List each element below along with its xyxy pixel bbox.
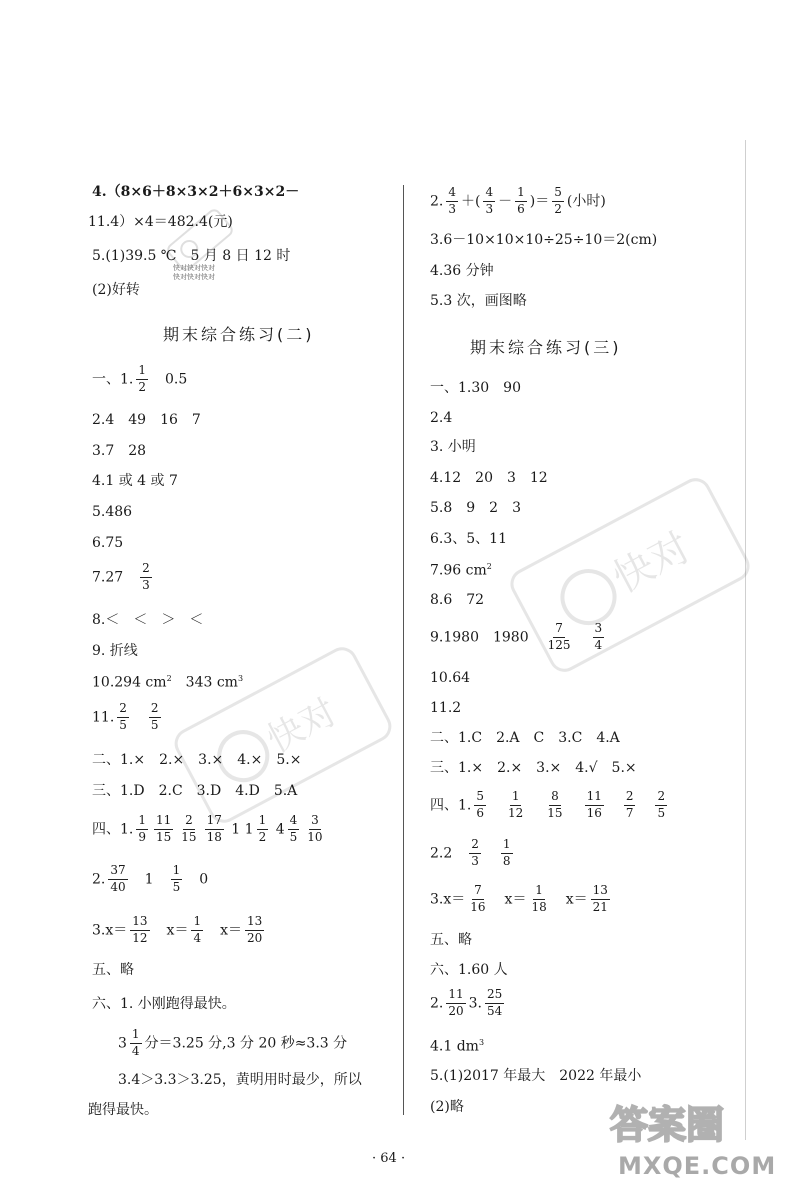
left-q1: 一、1. $\frac{1}{2}$ 0.5 (92, 363, 188, 394)
right-q12: 二、1.C 2.A C 3.C 4.A (430, 730, 620, 746)
page-number: · 64 · (372, 1151, 406, 1166)
section-heading-3: 期末综合练习(三) (470, 338, 622, 357)
right-q14: 四、1. $\frac{5}{6}$ $\frac{1}{12}$ $\frac{8}{15}$ $\frac{11}{16}$ $\frac{2}{7}$ $\frac{2}{5}$ (430, 789, 666, 820)
left-q7: 7.27 $\frac{2}{3}$ (92, 561, 150, 592)
left-q17: 五、略 (92, 962, 134, 978)
logo-text: MXQE.COM (618, 1152, 777, 1180)
right-q13: 三、1.× 2.× 3.× 4.√ 5.× (430, 760, 637, 776)
stamp-text-2: 快对快对快对 (173, 273, 215, 281)
right-q3: 3. 小明 (430, 439, 476, 455)
right-q19: 2. $\frac{11}{20}$ 3. $\frac{25}{54}$ (430, 987, 503, 1018)
right-q1: 一、1.30 90 (430, 380, 521, 396)
right-q21: 5.(1)2017 年最大 2022 年最小 (430, 1068, 642, 1084)
right-q5: 5.8 9 2 3 (430, 500, 521, 516)
left-q5: 5.486 (92, 504, 133, 520)
right-q22: (2)略 (430, 1099, 464, 1115)
left-answer-4a: 4.（8×6＋8×3×2＋6×3×2－ (92, 184, 300, 200)
right-answer-3: 3.6－10×10×10÷25÷10＝2(cm) (430, 232, 658, 248)
right-q18: 六、1.60 人 (430, 962, 508, 978)
left-q20: 3.4＞3.3＞3.25，黄明用时最少，所以 (118, 1072, 362, 1088)
right-q15: 2.2 $\frac{2}{3}$ $\frac{1}{8}$ (430, 837, 511, 868)
svg-text:答案圈: 答案圈 (610, 1103, 725, 1147)
section-heading-2: 期末综合练习(二) (163, 325, 315, 344)
left-q11: 11. $\frac{2}{5}$ $\frac{2}{5}$ (92, 701, 159, 732)
right-q2: 2.4 (430, 410, 453, 426)
left-answer-4b: 11.4）×4＝482.4(元) (88, 214, 233, 230)
right-q11: 11.2 (430, 700, 462, 716)
stamp-text-1: 快对快对快对 (173, 264, 215, 272)
right-q10: 10.64 (430, 670, 471, 686)
right-answer-4: 4.36 分钟 (430, 263, 494, 279)
kuaidui-watermark-left (168, 640, 398, 830)
right-answer-5: 5.3 次，画图略 (430, 293, 527, 309)
left-q14: 四、1. $\frac{1}{9}$ $\frac{11}{15}$ $\frac{2}{15}$ $\frac{17}{18}$ 1 1 $\frac{1}{2}$ 4 $\frac{4}{5}$ $\frac{3}{10}$ (92, 813, 323, 844)
fraction: $\frac{2}{3}$ (142, 561, 150, 592)
fraction: $\frac{2}{5}$ (119, 701, 127, 732)
right-q6: 6.3、5、11 (430, 531, 507, 547)
left-q16: 3.x＝ $\frac{13}{12}$ x＝ $\frac{1}{4}$ x＝ $\frac{13}{20}$ (92, 914, 263, 945)
right-q16: 3.x＝ $\frac{7}{16}$ x＝ $\frac{1}{18}$ x＝ $\frac{13}{21}$ (430, 883, 608, 914)
right-q17: 五、略 (430, 932, 472, 948)
left-q8: 8.＜ ＜ ＞ ＜ (92, 612, 204, 628)
left-answer-5a: 5.(1)39.5 ℃ 5 月 8 日 12 时 (92, 248, 291, 264)
fraction: $\frac{1}{2}$ (138, 363, 146, 394)
left-q3: 3.7 28 (92, 443, 147, 459)
right-q7: 7.96 $cm^2$ (430, 562, 492, 579)
right-q20: 4.1 $dm^3$ (430, 1038, 485, 1055)
left-q6: 6.75 (92, 535, 124, 551)
left-q15: 2. $\frac{37}{40}$ 1 $\frac{1}{5}$ 0 (92, 863, 209, 894)
column-divider (403, 185, 404, 1115)
right-q8: 8.6 72 (430, 592, 485, 608)
right-q9: 9.1980 1980 $\frac{7}{125}$ $\frac{3}{4}$ (430, 621, 603, 652)
left-q10: 10.294 $cm^2$ 343 $cm^3$ (92, 674, 244, 691)
fraction: $\frac{2}{5}$ (150, 701, 159, 732)
right-q4: 4.12 20 3 12 (430, 470, 548, 486)
right-answer-2: 2. $\frac{4}{3}$ ＋( $\frac{4}{3}$ － $\frac{1}{6}$ )＝ $\frac{5}{2}$ (小时) (430, 185, 606, 216)
watermark-text: 快对 (605, 524, 699, 603)
left-q18: 六、1. 小刚跑得最快。 (92, 996, 236, 1012)
watermark-text: 快对 (260, 691, 344, 762)
q-number: 一、1. (92, 371, 134, 388)
left-q21: 跑得最快。 (88, 1102, 158, 1118)
daanquan-logo (600, 1098, 790, 1148)
left-answer-5b: (2)好转 (92, 282, 140, 298)
left-q4: 4.1 或 4 或 7 (92, 473, 178, 489)
left-q2: 2.4 49 16 7 (92, 412, 201, 428)
left-q13: 三、1.D 2.C 3.D 4.D 5.A (92, 783, 298, 799)
left-q12: 二、1.× 2.× 3.× 4.× 5.× (92, 752, 302, 768)
left-q19: 3 $\frac{1}{4}$ 分＝3.25 分,3 分 20 秒≈3.3 分 (118, 1027, 348, 1058)
left-q9: 9. 折线 (92, 643, 138, 659)
